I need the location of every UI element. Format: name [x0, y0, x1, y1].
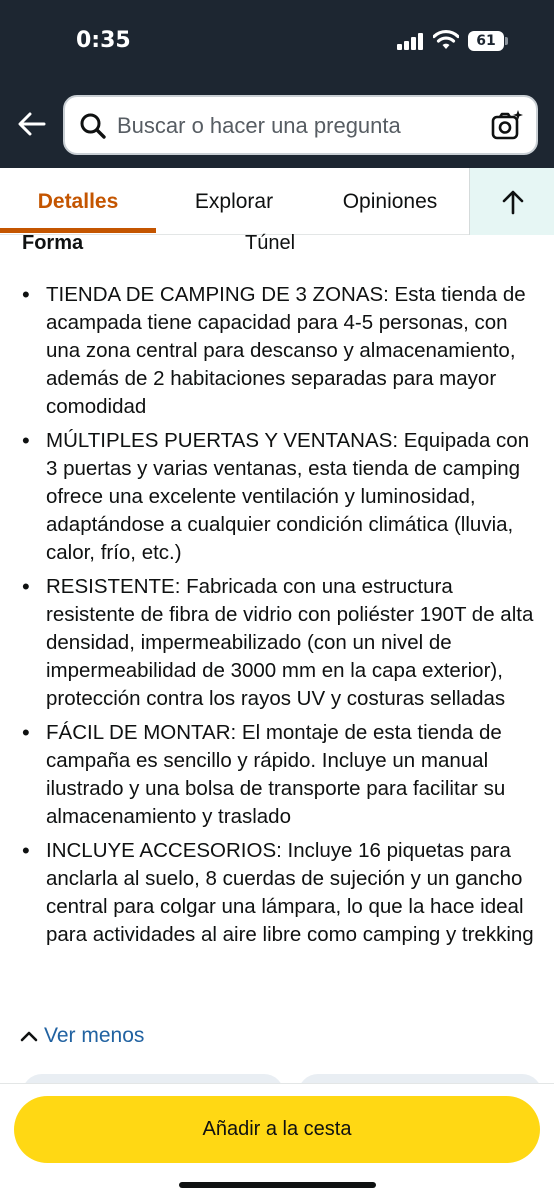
battery-icon — [468, 31, 508, 51]
ver-menos-label: Ver menos — [44, 1024, 145, 1047]
cellular-signal-icon — [397, 33, 425, 50]
status-time: 0:35 — [76, 28, 131, 53]
add-to-cart-button[interactable]: Añadir a la cesta — [14, 1096, 540, 1163]
feature-bullet: • TIENDA DE CAMPING DE 3 ZONAS: Esta tienda de acampada tiene capacidad para 4-5 personas, con una zona central para descanso y almacenamiento, además de 2 habitaciones separadas para mayor comodidad — [0, 281, 554, 421]
status-bar — [0, 0, 554, 84]
feature-bullet: • FÁCIL DE MONTAR: El montaje de esta tienda de campaña es sencillo y rápido. Incluye un manual ilustrado y una bolsa de transporte para facilitar su almacenamiento y traslado — [0, 719, 554, 831]
wifi-icon — [433, 29, 459, 51]
search-icon — [79, 112, 107, 140]
tab-opiniones[interactable]: Opiniones — [342, 190, 438, 213]
feature-bullet: • MÚLTIPLES PUERTAS Y VENTANAS: Equipada con 3 puertas y varias ventanas, esta tienda de camping ofrece una excelente ventilación y luminosidad, adaptándose a cualquier condición climática (lluvia, calor, frío, etc.) — [0, 427, 554, 567]
search-input[interactable] — [117, 107, 477, 145]
detail-value: Túnel — [245, 232, 296, 254]
feature-bullet: • RESISTENTE: Fabricada con una estructura resistente de fibra de vidrio con poliéster 190T de alta densidad, impermeabilizado (con un nivel de impermeabilidad de 3000 mm en la capa exterior), protección contra los rayos UV y costuras selladas — [0, 573, 554, 713]
chevron-up-icon — [20, 1029, 38, 1043]
battery-level: 61 — [468, 31, 504, 51]
home-indicator — [179, 1182, 376, 1188]
ver-menos-link[interactable] — [20, 1021, 144, 1051]
detail-row-forma — [0, 230, 554, 260]
search-bar[interactable] — [63, 95, 538, 155]
feature-bullet: • INCLUYE ACCESORIOS: Incluye 16 piquetas para anclarla al suelo, 8 cuerdas de sujeción y un gancho central para colgar una lámpara, lo que la hace ideal para actividades al aire libre como camping y trekking — [0, 837, 554, 949]
tab-detalles[interactable]: Detalles — [37, 190, 119, 213]
back-arrow-icon[interactable] — [14, 106, 50, 142]
app-header — [0, 0, 554, 168]
bottom-action-bar — [0, 1083, 554, 1200]
scroll-to-top-button[interactable] — [469, 168, 554, 235]
tab-explorar[interactable]: Explorar — [194, 190, 274, 213]
feature-bullets — [0, 281, 554, 955]
detail-key: Forma — [22, 232, 84, 254]
arrow-up-icon — [500, 189, 526, 215]
camera-search-icon[interactable] — [490, 109, 524, 143]
